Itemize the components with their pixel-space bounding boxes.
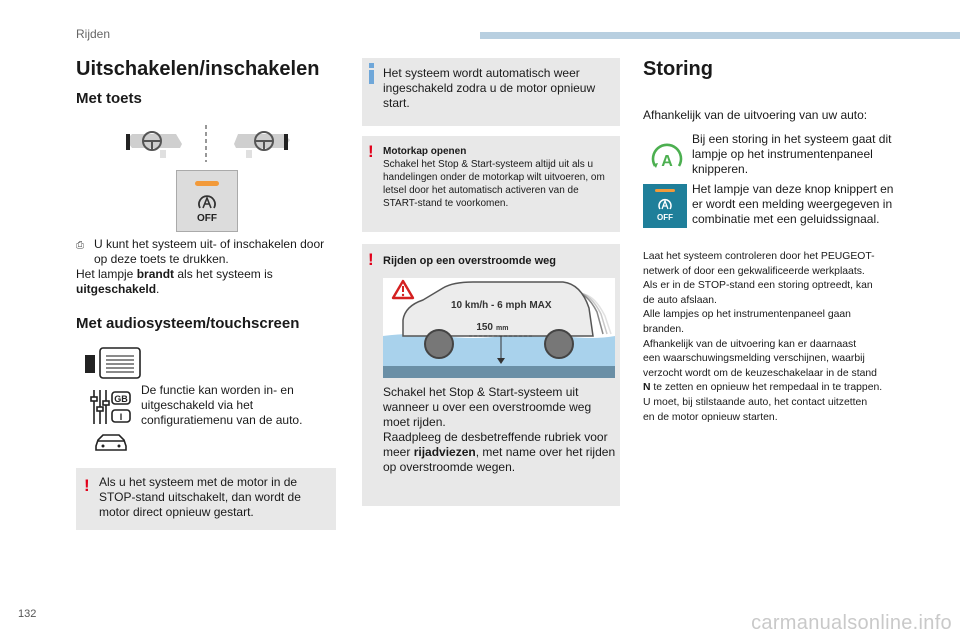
info-text: Het systeem wordt automatisch weer ingeschakeld zodra u de motor opnieuw start. <box>383 66 596 110</box>
storing-intro: Afhankelijk van de uitvoering van uw auto: <box>643 108 868 122</box>
info-icon <box>369 63 374 85</box>
storing-item-1: Bij een storing in het systeem gaat dit lampje op het instrumentenpaneel knipperen. <box>692 132 892 176</box>
watermark: carmanualsonline.info <box>751 612 952 634</box>
flood-title: Rijden op een overstroomde weg <box>383 255 556 267</box>
off-label: OFF <box>657 213 673 222</box>
off-label: OFF <box>197 213 217 224</box>
flood-paragraph-2: Raadpleeg de desbetreffende rubriek voor meer rijadviezen, met name over het rijden op overstroomde wegen. <box>383 430 616 474</box>
stop-start-fault-lamp-icon <box>650 142 684 172</box>
touchscreen-icon <box>84 346 142 382</box>
bullet-text: U kunt het systeem uit- of inschakelen door op deze toets te drukken. <box>94 237 325 266</box>
auto-stop-icon <box>657 197 673 212</box>
left-warning-note <box>76 468 336 530</box>
auto-stop-icon <box>196 193 218 213</box>
bullet-icon: ⎙ <box>76 240 84 251</box>
flood-paragraph-1: Schakel het Stop & Start-systeem uit wanneer u over een overstroomde weg moet rijden. <box>383 385 592 429</box>
page-title: Uitschakelen/inschakelen <box>76 58 320 80</box>
lamp-letter: A <box>661 153 673 170</box>
gb-label: GB <box>114 394 128 404</box>
button-indicator-lamp <box>655 189 675 192</box>
storing-title: Storing <box>643 58 713 80</box>
flood-warning-note <box>362 244 620 506</box>
section-label: Rijden <box>76 27 111 41</box>
car-icon <box>94 432 128 452</box>
storing-item-2: Het lampje van deze knop knippert en er wordt een melding weergegeven in combinatie met een geluidssignaal. <box>692 182 894 226</box>
water-depth-unit: mm <box>496 325 509 332</box>
warning-icon: ! <box>368 142 374 161</box>
water-depth-value: 150 <box>476 322 493 333</box>
button-indicator-lamp <box>195 181 219 186</box>
section-heading-button: Met toets <box>76 90 142 107</box>
hood-warning-note <box>362 136 620 232</box>
left-hand-drive-icon <box>126 132 182 158</box>
info-note <box>362 58 620 126</box>
lamp-status-text: Het lampje brandt als het systeem is uitgeschakeld. <box>76 267 273 296</box>
hood-text: Schakel het Stop & Start-systeem altijd uit als u handelingen onder de motorkap wilt uitvoeren, om letsel door het automatisch activeren van de START-stand te voorkomen. <box>383 159 605 209</box>
flooded-road-illustration <box>383 278 615 378</box>
stop-start-off-button <box>176 170 238 232</box>
steering-wheel-diagram <box>124 122 290 164</box>
section-heading-audio: Met audiosysteem/touchscreen <box>76 315 300 332</box>
page-number: 132 <box>18 608 37 620</box>
warning-icon: ! <box>84 476 90 495</box>
header-accent-bar <box>480 32 960 39</box>
storing-details: Laat het systeem controleren door het PEUGEOT- netwerk of door een gekwalificeerde werkplaats. Als er in de STOP-stand een storing optreedt, kan de auto afslaan. Alle lampjes op het instrumentenpaneel gaan branden. Afhankelijk van de uitvoering kan er daarnaast een waarschuwingsmelding verschijnen, waarbij verzocht wordt om de keuzeschakelaar in de stand N te zetten en opnieuw het rempedaal in te trappen. U moet, bij stilstaande auto, het contact uitzetten en de motor opnieuw starten. <box>643 251 883 423</box>
settings-menu-icon <box>90 388 136 426</box>
stand-letter: N <box>643 382 651 394</box>
note-text: Als u het systeem met de motor in de STOP-stand uitschakelt, dan wordt de motor direct opnieuw gestart. <box>99 475 301 519</box>
button-instruction <box>76 237 336 297</box>
info-label: I <box>119 412 123 422</box>
right-hand-drive-icon <box>234 132 290 158</box>
audio-text: De functie kan worden in- en uitgeschakeld via het configuratiemenu van de auto. <box>141 383 303 427</box>
warning-icon: ! <box>368 250 374 269</box>
hood-title: Motorkap openen <box>383 146 467 157</box>
stop-start-button-icon <box>643 184 687 228</box>
speed-limit-label: 10 km/h - 6 mph MAX <box>451 300 552 311</box>
